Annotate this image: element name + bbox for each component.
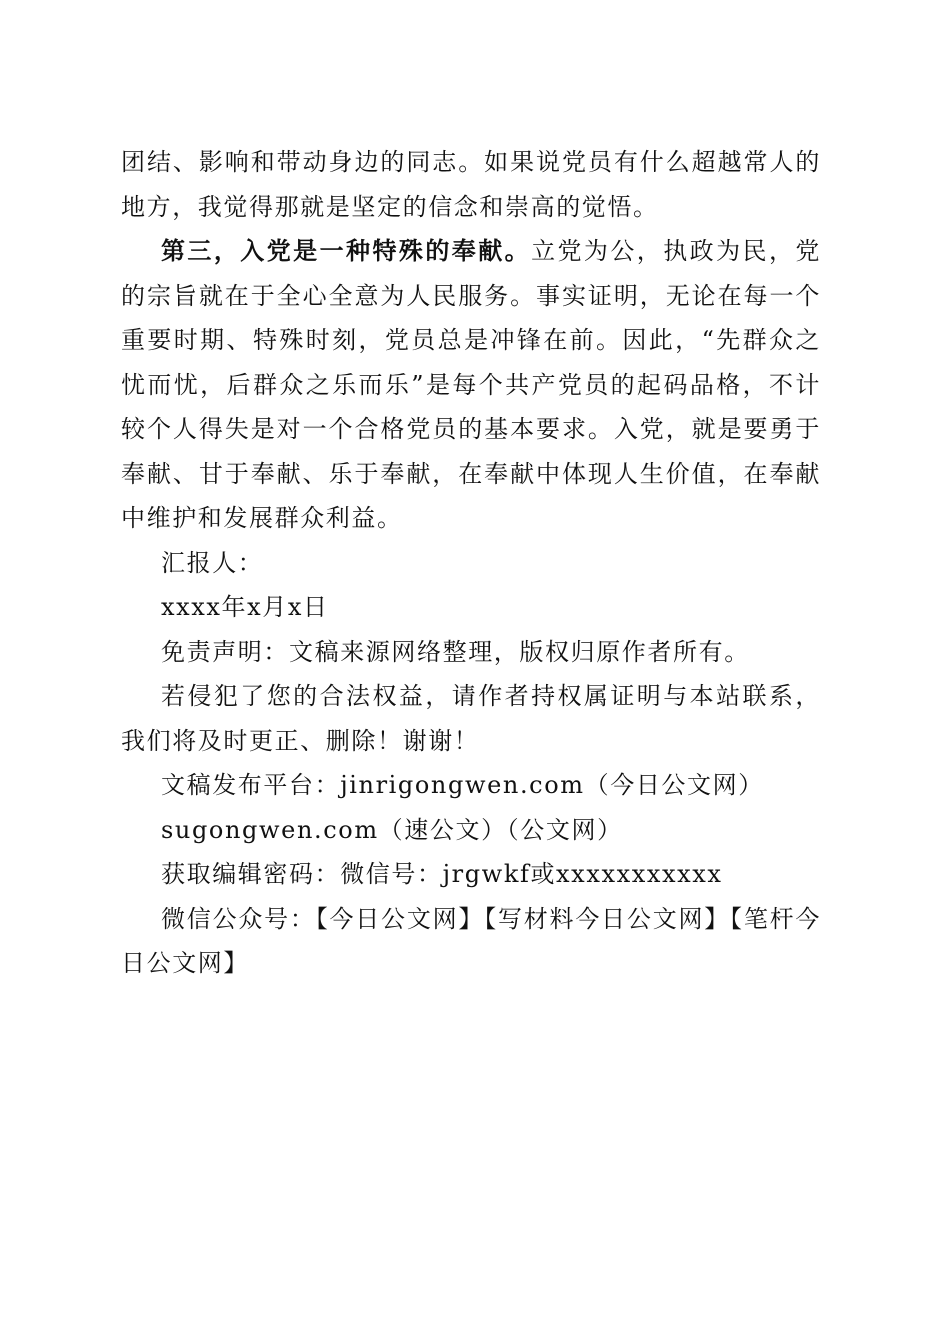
alt-site-text: sugongwen.com（速公文）（公文网） — [161, 815, 623, 844]
wechat-accounts-line — [121, 897, 821, 986]
date-text: xxxx年x月x日 — [161, 593, 329, 621]
reporter-label: 汇报人： — [161, 548, 264, 577]
document-body — [121, 140, 821, 986]
paragraph-continuation — [121, 140, 821, 229]
platform-line — [121, 763, 821, 808]
paragraph-text: 团结、影响和带动身边的同志。如果说党员有什么超越常人的地方，我觉得那就是坚定的信念和崇高的觉悟。 — [121, 148, 821, 221]
infringement-notice — [121, 674, 821, 763]
paragraph-heading: 第三，入党是一种特殊的奉献。 — [161, 236, 532, 265]
wechat-accounts-text: 微信公众号：【今日公文网】【写材料今日公文网】【笔杆今日公文网】 — [121, 904, 821, 977]
platform-text: 文稿发布平台：jinrigongwen.com（今日公文网） — [161, 771, 764, 799]
reporter-line — [121, 541, 821, 586]
paragraph-third-point — [121, 229, 821, 541]
infringement-text: 若侵犯了您的合法权益，请作者持权属证明与本站联系，我们将及时更正、删除！谢谢！ — [121, 682, 821, 755]
disclaimer-line — [121, 630, 821, 675]
date-line — [121, 585, 821, 630]
password-line — [121, 852, 821, 897]
password-text: 获取编辑密码：微信号：jrgwkf或xxxxxxxxxxx — [161, 860, 723, 888]
alt-site-line — [121, 808, 821, 853]
disclaimer-text: 免责声明：文稿来源网络整理，版权归原作者所有。 — [161, 637, 750, 666]
paragraph-text: 立党为公，执政为民，党的宗旨就在于全心全意为人民服务。事实证明，无论在每一个重要时期、特殊时刻，党员总是冲锋在前。因此，“先群众之忧而忧，后群众之乐而乐”是每个共产党员的起码品格，不计较个人得失是对一个合格党员的基本要求。入党，就是要勇于奉献、甘于奉献、乐于奉献，在奉献中体现人生价值，在奉献中维护和发展群众利益。 — [121, 237, 821, 532]
